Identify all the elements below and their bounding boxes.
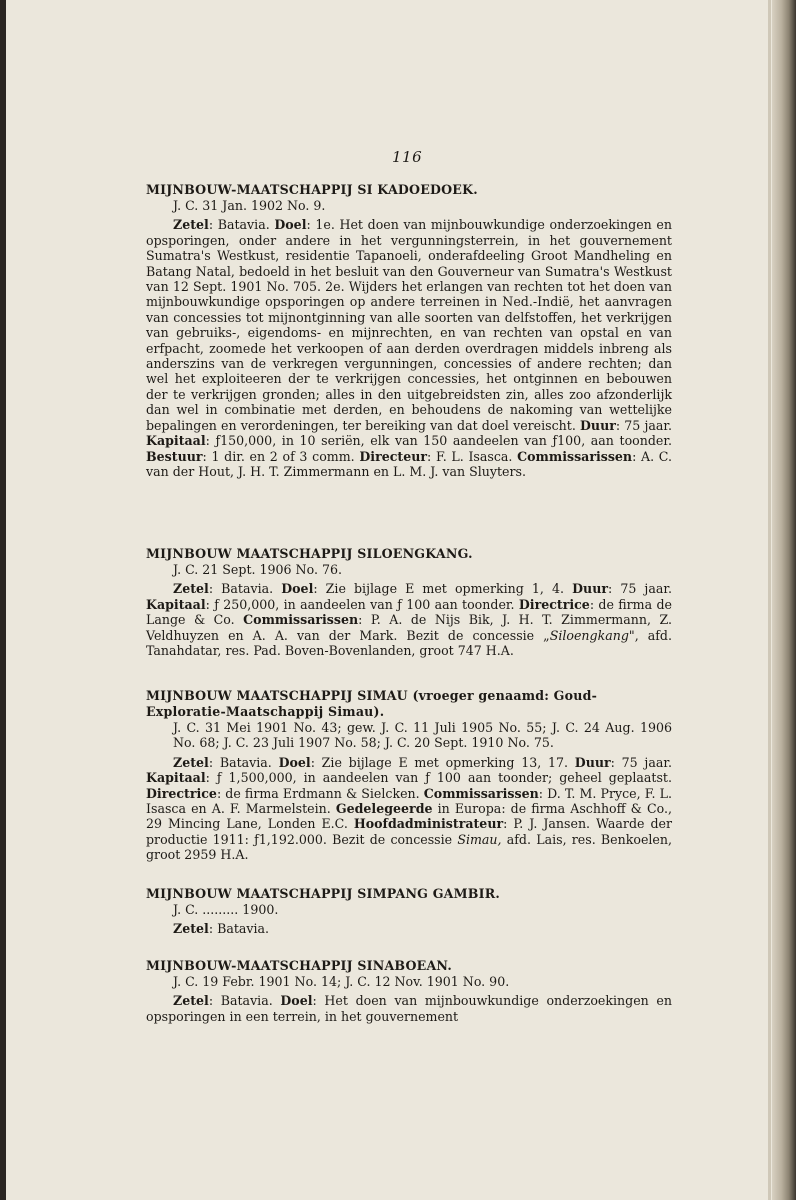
directeur-label: Directeur [359,448,428,464]
kapitaal-value: : ƒ 1,500,000, in aandeelen van ƒ 100 aan toonder; geheel geplaatst. [205,770,672,786]
kapitaal-value: : ƒ150,000, in 10 seriën, elk van 150 aandeelen van ƒ100, aan toonder. [205,433,672,449]
directrice-label: Directrice [146,785,217,801]
hoofdadministrateur-value: : P. J. Jansen. Waarde der productie 1911: ƒ1,192.000. Bezit de concessie [146,816,672,847]
duur-label: Duur [572,581,608,597]
entry-ref: J. C. 19 Febr. 1901 No. 14; J. C. 12 Nov. 1901 No. 90. [173,974,510,989]
book-spine [772,0,796,1200]
entry-title: MIJNBOUW MAATSCHAPPIJ SIMPANG GAMBIR. [146,886,500,901]
kapitaal-value: : ƒ 250,000, in aandeelen van ƒ 100 aan toonder. [205,596,519,612]
entry-body [146,581,672,658]
directrice-value: : de firma Erdmann & Sielcken. [216,785,424,801]
entry-simau [146,688,672,863]
zetel-label: Zetel [173,921,209,937]
doel-label: Doel [280,993,313,1009]
concessie-details: ", afd. Tanahdatar, res. Pad. Boven-Bovenlanden, groot 747 H.A. [146,627,672,659]
duur-value: : 75 jaar. [610,754,672,770]
gedelegeerde-label: Gedelegeerde [335,801,433,817]
doel-label: Doel [274,217,307,233]
kapitaal-label: Kapitaal [146,596,206,612]
commissarissen-value: : A. C. van der Hout, J. H. T. Zimmermann en L. M. J. van Sluyters. [146,448,672,479]
commissarissen-value: : D. T. M. Pryce, F. L. Isasca en A. F. Marmelstein. [146,785,672,817]
commissarissen-label: Commissarissen [243,612,359,628]
entry-title: MIJNBOUW MAATSCHAPPIJ SIMAU (vroeger genaamd: Goud-Exploratie-Maatschappij Simau). [146,688,598,719]
zetel-value: : Batavia. [208,754,279,770]
page-edge [768,0,771,1200]
bestuur-value: : 1 dir. en 2 of 3 comm. [202,448,360,464]
bestuur-label: Bestuur [146,448,203,464]
entry-title: MIJNBOUW-MAATSCHAPPIJ SINABOEAN. [146,958,452,973]
zetel-value: : Batavia. [208,217,275,233]
doel-value: : Zie bijlage E met opmerking 13, 17. [310,754,575,770]
entry-simpang-gambir [146,886,672,937]
entry-body [146,755,672,863]
doel-value: : 1e. Het doen van mijnbouwkundige onderzoekingen en opsporingen, onder andere in het vergunningsterrein, in het gouvernement Sumatra's Westkust, residentie Tapanoeli, onderafdeeling Groot Mandheling en Batang Natal, bedoeld in het besluit van den Gouverneur van Sumatra's Westkust van 12 Sept. 1901 No. 705. 2e. Wijders het erlangen van rechten tot het doen van mijnbouwkundige opsporingen op andere terreinen in Ned.-Indië, het aanvragen van concessies tot mijnontginning van alle soorten van delfstoffen, het verkrijgen van gebruiks-, eigendoms- en mijnrechten, en van rechten van opstal en van erfpacht, zoomede het verkoopen of aan derden overdragen middels inbreng als anderszins van de verkregen vergunningen, concessies of andere rechten; dan wel het exploiteeren der te verkrijgen concessies, het ontginnen en bebouwen der te verkrijgen gronden; alles in den uitgebreidsten zin, alles zoo afzonderlijk dan wel in combinatie met derden, en behoudens de nakoming van wettelijke bepalingen en verordeningen, ter bereiking van dat doel vereischt. [146,217,672,433]
entry-ref: J. C. 31 Mei 1901 No. 43; gew. J. C. 11 Juli 1905 No. 55; J. C. 24 Aug. 1906 No. 68; J. C. 23 Juli 1907 No. 58; J. C. 20 Sept. 1910 No. 75. [173,720,672,751]
kapitaal-label: Kapitaal [146,433,206,449]
entry-siloengkang [146,546,672,658]
zetel-label: Zetel [173,754,209,770]
doel-label: Doel [278,754,311,770]
zetel-value: : Batavia. [208,921,270,937]
entry-body [146,921,672,936]
entry-sinaboean [146,958,672,1024]
entry-si-kadoedoek [146,182,672,479]
entry-title: MIJNBOUW MAATSCHAPPIJ SILOENGKANG. [146,546,473,561]
duur-value: : 75 jaar. [615,417,672,433]
entry-ref: J. C. 31 Jan. 1902 No. 9. [173,198,326,213]
entry-title: MIJNBOUW-MAATSCHAPPIJ SI KADOEDOEK. [146,182,478,197]
hoofdadministrateur-label: Hoofdadministrateur [353,816,504,832]
duur-value: : 75 jaar. [608,581,672,597]
gedelegeerde-value: in Europa: de firma Aschhoff & Co., 29 Mincing Lane, Londen E.C. [146,801,672,832]
entry-body [146,993,672,1024]
entry-ref: J. C. 21 Sept. 1906 No. 76. [173,562,342,577]
zetel-value: : Batavia. [208,993,281,1009]
zetel-value: : Batavia. [208,581,282,597]
zetel-label: Zetel [173,993,209,1009]
doel-value: : Zie bijlage E met opmerking 1, 4. [313,581,573,597]
directeur-value: : F. L. Isasca. [427,448,518,464]
directrice-value: : de firma de Lange & Co. [146,596,672,628]
zetel-label: Zetel [173,217,209,233]
directrice-label: Directrice [518,596,590,612]
kapitaal-label: Kapitaal [146,770,206,786]
commissarissen-label: Commissarissen [423,785,539,801]
duur-label: Duur [574,754,611,770]
doel-label: Doel [281,581,314,597]
zetel-label: Zetel [173,581,209,597]
duur-label: Duur [580,417,616,433]
concessie-name: Simau, [457,831,502,847]
entry-ref: J. C. ......... 1900. [173,902,279,917]
concessie-name: Siloengkang [549,627,629,643]
entry-body [146,217,672,479]
concessie-details: afd. Lais, res. Benkoelen, groot 2959 H.A. [146,831,672,863]
commissarissen-label: Commissarissen [517,448,633,464]
doel-value: : Het doen van mijnbouwkundige onderzoekingen en opsporingen in een terrein, in het gouvernement [146,993,672,1024]
page-number: 116 [392,148,423,166]
commissarissen-value: : P. A. de Nijs Bik, J. H. T. Zimmermann, Z. Veldhuyzen en A. A. van der Mark. Bezit de concessie „ [146,612,672,643]
